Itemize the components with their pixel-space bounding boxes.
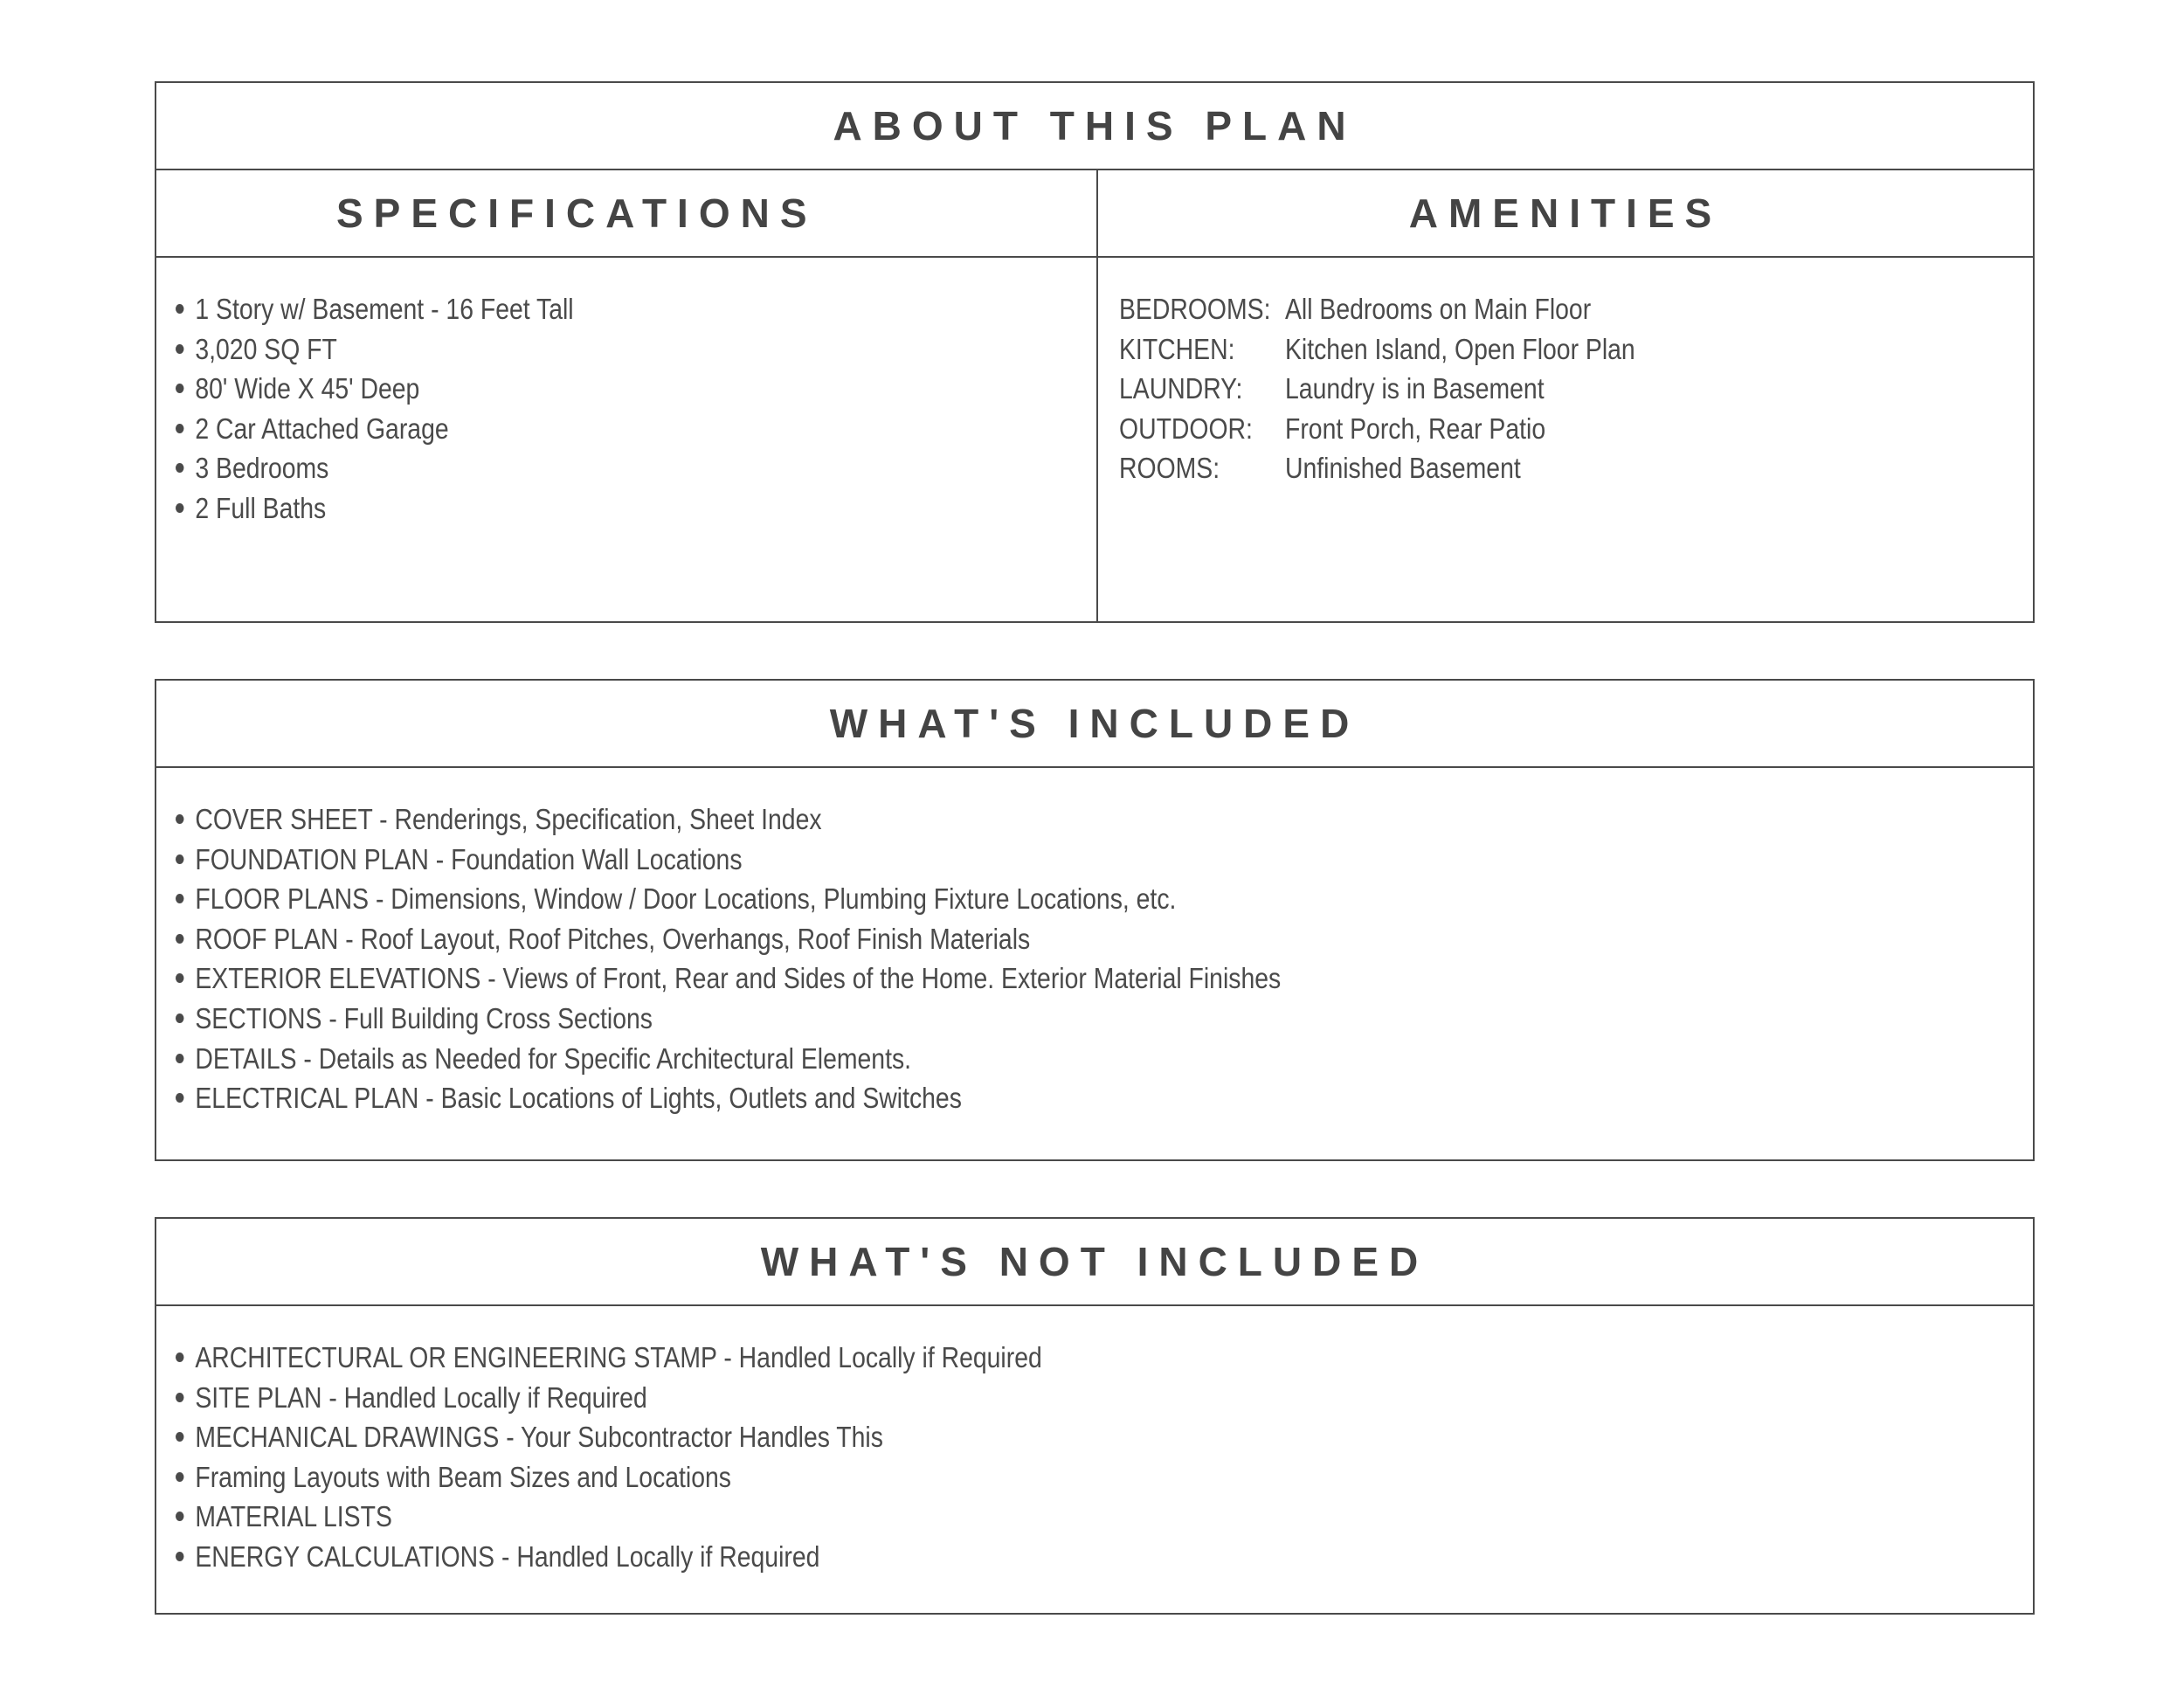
list-item: FLOOR PLANS - Dimensions, Window / Door Locations, Plumbing Fixture Locations, etc. xyxy=(176,879,1773,919)
list-item: DETAILS - Details as Needed for Specific Architectural Elements. xyxy=(176,1039,1773,1079)
amenity-row xyxy=(1119,448,2033,488)
about-title: ABOUT THIS PLAN xyxy=(156,83,2033,170)
specifications-heading: SPECIFICATIONS xyxy=(156,170,1096,258)
list-item: ARCHITECTURAL OR ENGINEERING STAMP - Handled Locally if Required xyxy=(176,1338,1773,1378)
amenities-heading: AMENITIES xyxy=(1098,170,2033,258)
list-item: FOUNDATION PLAN - Foundation Wall Locations xyxy=(176,840,1773,880)
amenity-value: Kitchen Island, Open Floor Plan xyxy=(1285,332,1635,365)
about-columns xyxy=(156,170,2033,623)
amenity-value: Unfinished Basement xyxy=(1285,452,1521,485)
whats-not-included-section xyxy=(155,1217,2035,1615)
specifications-column xyxy=(156,170,1096,623)
list-item: MECHANICAL DRAWINGS - Your Subcontractor Handles This xyxy=(176,1417,1773,1457)
list-item: 2 Car Attached Garage xyxy=(176,409,967,449)
list-item: SITE PLAN - Handled Locally if Required xyxy=(176,1378,1773,1418)
list-item: 2 Full Baths xyxy=(176,488,967,529)
list-item: 80' Wide X 45' Deep xyxy=(176,369,967,409)
list-item: 3 Bedrooms xyxy=(176,448,967,488)
amenity-key: ROOMS: xyxy=(1119,452,1220,485)
amenity-row xyxy=(1119,329,2033,370)
list-item: ELECTRICAL PLAN - Basic Locations of Lights, Outlets and Switches xyxy=(176,1078,1773,1118)
not-included-list xyxy=(156,1306,2033,1577)
specifications-list xyxy=(156,258,1096,529)
amenities-column xyxy=(1096,170,2033,623)
list-item: ENERGY CALCULATIONS - Handled Locally if Required xyxy=(176,1537,1773,1577)
list-item: SECTIONS - Full Building Cross Sections xyxy=(176,999,1773,1039)
amenity-value: Front Porch, Rear Patio xyxy=(1285,412,1546,445)
amenity-key: LAUNDRY: xyxy=(1119,372,1243,405)
amenity-value: All Bedrooms on Main Floor xyxy=(1285,293,1592,325)
list-item: COVER SHEET - Renderings, Specification, Sheet Index xyxy=(176,799,1773,840)
about-this-plan-section xyxy=(155,81,2035,623)
list-item: EXTERIOR ELEVATIONS - Views of Front, Rear and Sides of the Home. Exterior Material Finishes xyxy=(176,958,1773,999)
amenities-list xyxy=(1098,258,2033,488)
amenity-key: BEDROOMS: xyxy=(1119,293,1271,325)
amenity-row xyxy=(1119,409,2033,449)
list-item: Framing Layouts with Beam Sizes and Locations xyxy=(176,1457,1773,1498)
list-item: 3,020 SQ FT xyxy=(176,329,967,370)
list-item: ROOF PLAN - Roof Layout, Roof Pitches, Overhangs, Roof Finish Materials xyxy=(176,919,1773,959)
amenity-key: KITCHEN: xyxy=(1119,332,1235,365)
not-included-title: WHAT'S NOT INCLUDED xyxy=(156,1219,2033,1306)
amenity-key: OUTDOOR: xyxy=(1119,412,1253,445)
list-item: MATERIAL LISTS xyxy=(176,1497,1773,1537)
included-list xyxy=(156,768,2033,1118)
amenity-value: Laundry is in Basement xyxy=(1285,372,1545,405)
whats-included-section xyxy=(155,679,2035,1161)
list-item: 1 Story w/ Basement - 16 Feet Tall xyxy=(176,289,967,329)
included-title: WHAT'S INCLUDED xyxy=(156,681,2033,768)
amenity-row xyxy=(1119,289,2033,329)
amenity-row xyxy=(1119,369,2033,409)
